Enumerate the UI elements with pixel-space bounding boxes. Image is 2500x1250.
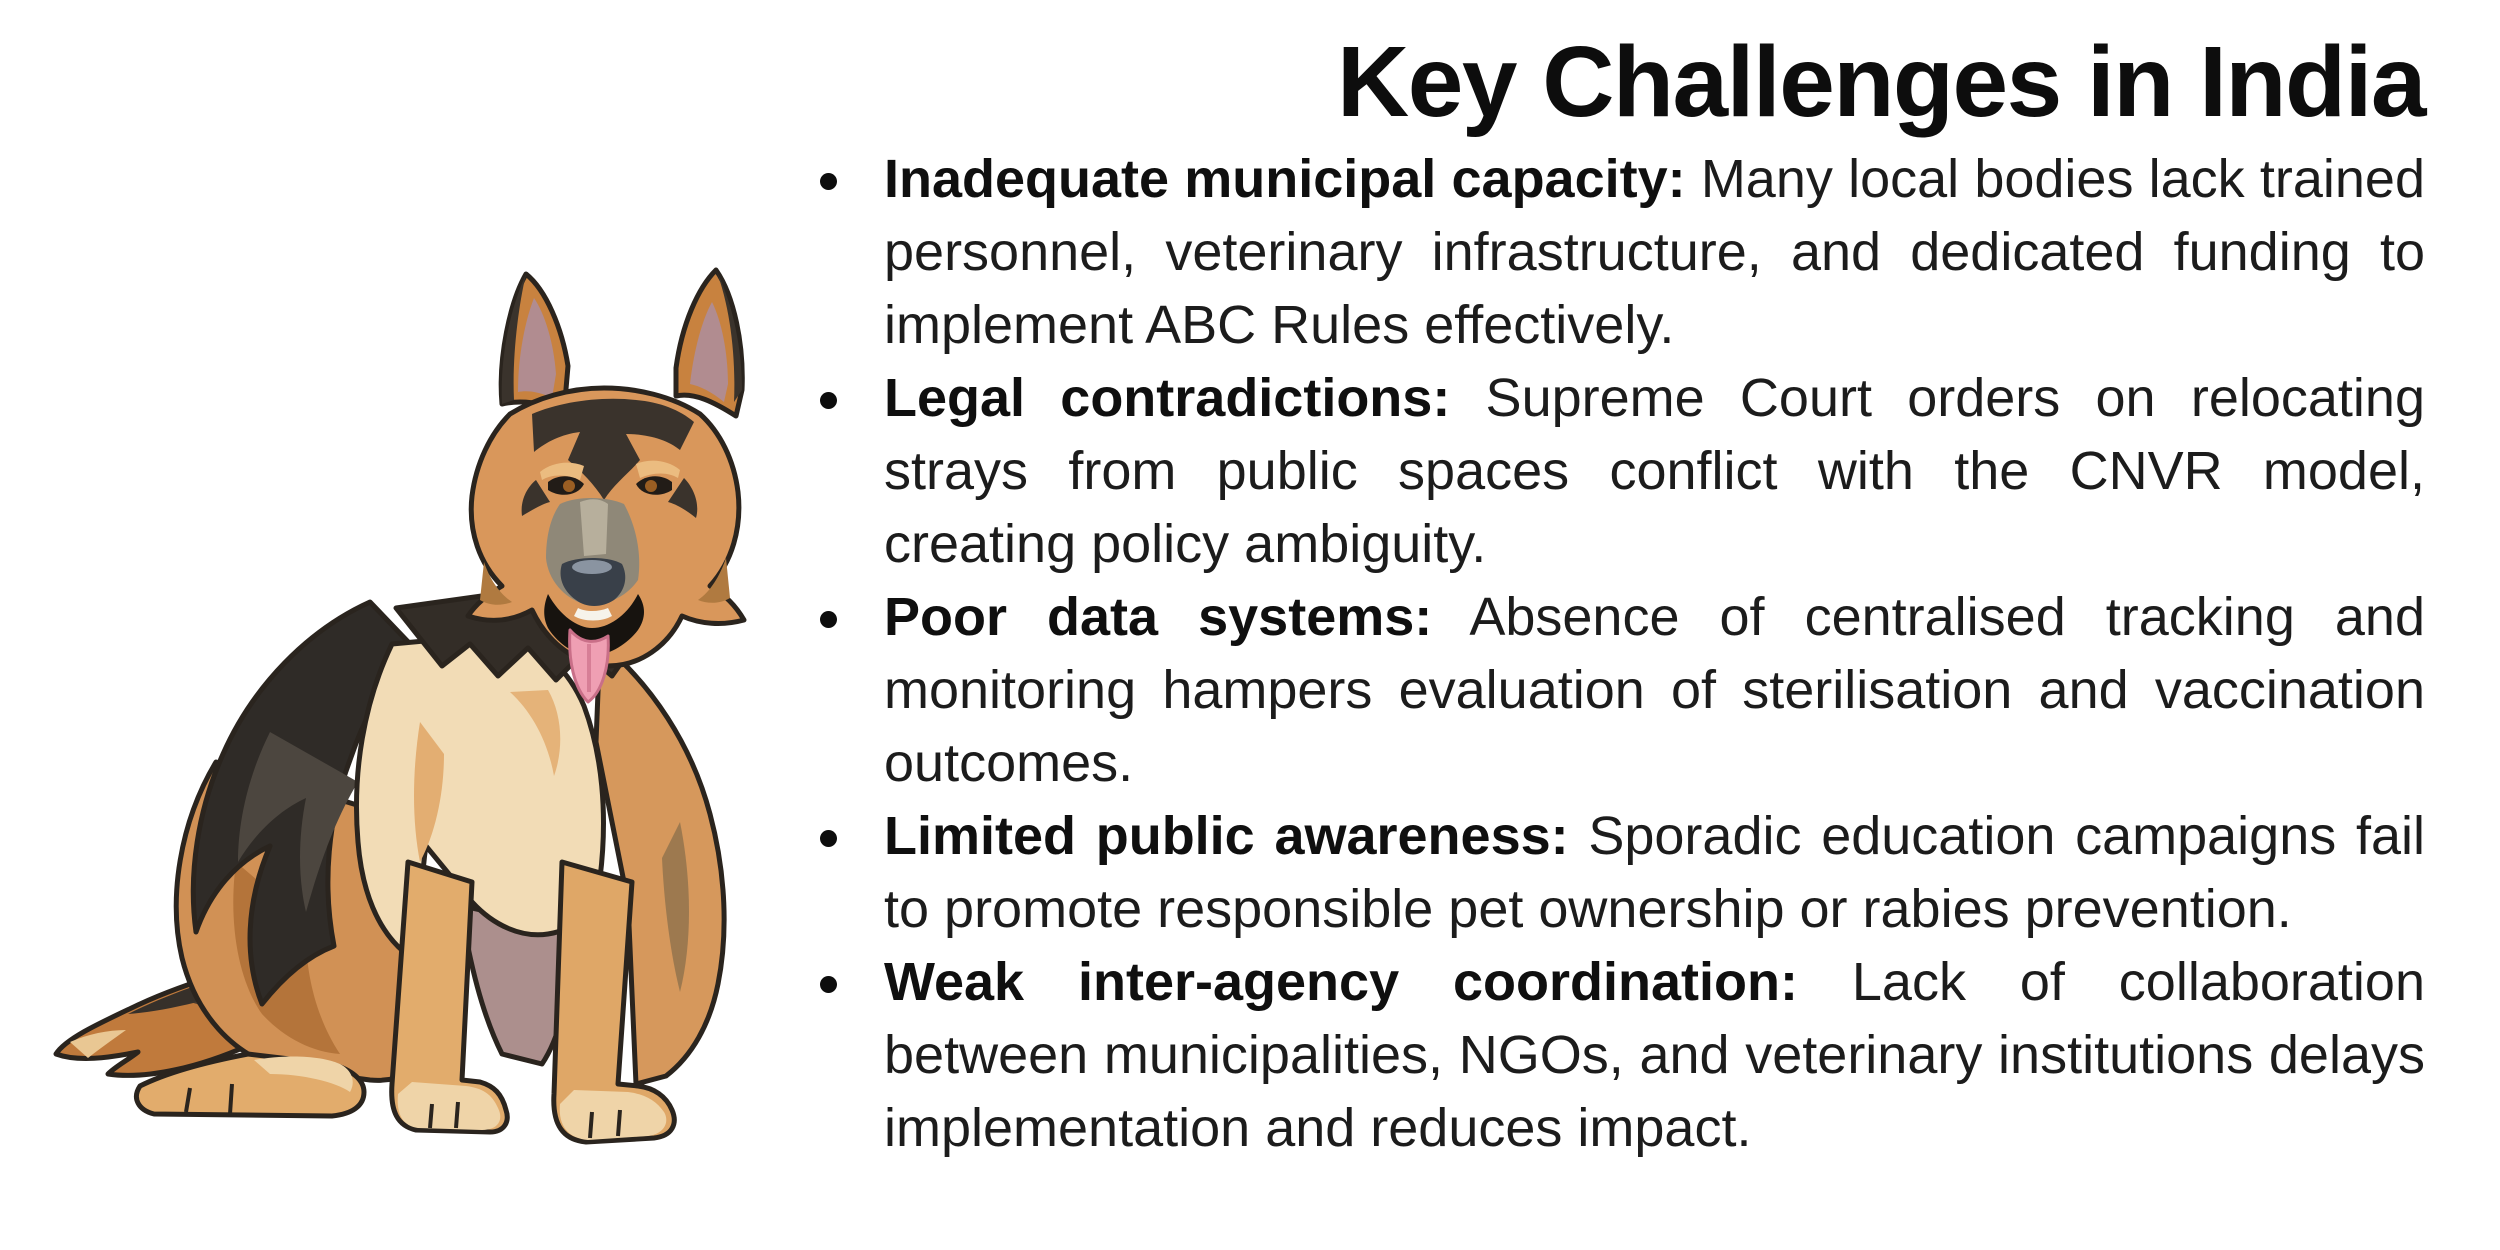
bullet-lead: Legal contradictions: [884, 368, 1451, 428]
list-item [812, 581, 2425, 800]
bullet-text: Lack of collaboration between municipalities, NGOs, and veterinary institutions delays implementation and reduces impact. [884, 952, 2425, 1158]
bullet-icon [820, 976, 837, 993]
bullet-icon [820, 611, 837, 628]
figure-container [40, 262, 800, 1167]
bullet-lead: Weak inter-agency coordination: [884, 952, 1798, 1012]
bullet-text: Supreme Court orders on relocating strays from public spaces conflict with the CNVR model, creating policy ambiguity. [884, 368, 2425, 574]
list-item [812, 143, 2425, 362]
bullet-lead: Limited public awareness: [884, 806, 1569, 866]
bullet-lead: Poor data systems: [884, 587, 1433, 647]
list-item [812, 946, 2425, 1165]
bullet-icon [820, 392, 837, 409]
bullet-text: Many local bodies lack trained personnel, veterinary infrastructure, and dedicated funding to implement ABC Rules effectively. [884, 149, 2425, 355]
german-shepherd-illustration [40, 262, 800, 1167]
bullet-lead: Inadequate municipal capacity: [884, 149, 1686, 209]
page-title: Key Challenges in India [1336, 26, 2425, 138]
bullet-icon [820, 173, 837, 190]
list-item [812, 362, 2425, 581]
bullet-text: Absence of centralised tracking and monitoring hampers evaluation of sterilisation and vaccination outcomes. [884, 587, 2425, 793]
challenges-list [812, 143, 2425, 1165]
list-item [812, 800, 2425, 946]
bullet-text: Sporadic education campaigns fail to promote responsible pet ownership or rabies prevention. [884, 806, 2425, 939]
bullet-icon [820, 830, 837, 847]
